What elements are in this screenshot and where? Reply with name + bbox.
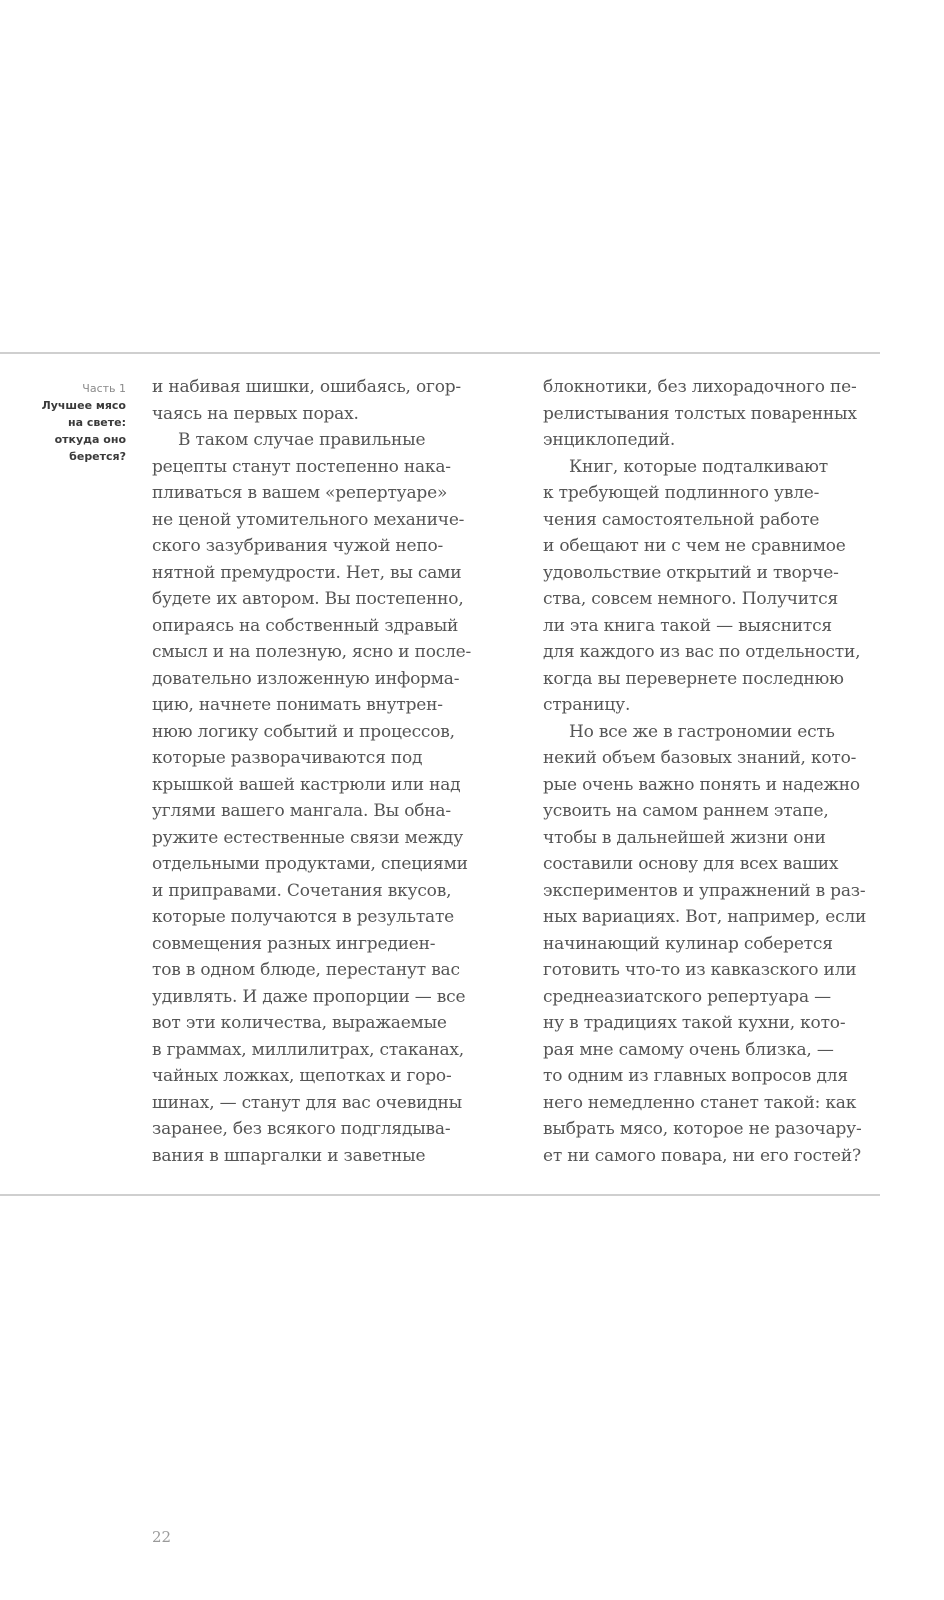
- text-line: рые очень важно понять и надежно: [543, 774, 860, 795]
- text-line: не ценой утомительного механиче-: [152, 509, 465, 530]
- text-line: смысл и на полезную, ясно и после-: [152, 642, 472, 662]
- text-line: чения самостоятельной работе: [543, 509, 820, 530]
- text-line: ружите естественные связи между: [152, 827, 463, 848]
- text-line: которые разворачиваются под: [152, 748, 423, 768]
- chapter-sidebar: [20, 380, 126, 465]
- text-line: начинающий кулинар соберется: [543, 933, 833, 954]
- text-line: ского зазубривания чужой непо-: [152, 536, 444, 556]
- text-line: ства, совсем немного. Получится: [543, 589, 838, 609]
- text-line: то одним из главных вопросов для: [543, 1066, 848, 1086]
- text-line: В таком случае правильные: [178, 430, 426, 450]
- page-number: 22: [152, 1528, 172, 1546]
- left-text-column: [152, 374, 492, 1169]
- text-line: довательно изложенную информа-: [152, 668, 460, 689]
- text-line: шинах, — станут для вас очевидны: [152, 1092, 462, 1113]
- text-line: блокнотики, без лихорадочного пе-: [543, 377, 857, 397]
- text-line: тов в одном блюде, перестанут вас: [152, 960, 460, 980]
- text-line: углями вашего мангала. Вы обна-: [152, 801, 451, 821]
- text-line: отдельными продуктами, специями: [152, 854, 468, 874]
- text-line: ли эта книга такой — выяснится: [543, 615, 832, 636]
- text-line: для каждого из вас по отдельности,: [543, 642, 861, 662]
- chapter-title-line: откуда оно: [54, 433, 126, 446]
- text-line: опираясь на собственный здравый: [152, 615, 459, 636]
- text-line: Но все же в гастрономии есть: [569, 721, 835, 742]
- text-line: и обещают ни с чем не сравнимое: [543, 536, 846, 556]
- text-line: в граммах, миллилитрах, стаканах,: [152, 1039, 464, 1060]
- text-line: вот эти количества, выражаемые: [152, 1013, 447, 1033]
- text-line: ну в традициях такой кухни, кото-: [543, 1013, 846, 1033]
- text-line: ных вариациях. Вот, например, если: [543, 907, 867, 927]
- text-line: Книг, которые подталкивают: [569, 456, 828, 477]
- text-line: нятной премудрости. Нет, вы сами: [152, 562, 462, 583]
- text-line: составили основу для всех ваших: [543, 854, 839, 874]
- right-text-column: [543, 374, 883, 1169]
- text-line: среднеазиатского репертуара —: [543, 986, 831, 1007]
- chapter-title-line: берется?: [69, 450, 126, 463]
- top-rule: [0, 352, 880, 354]
- text-line: экспериментов и упражнений в раз-: [543, 880, 866, 901]
- text-line: рецепты станут постепенно нака-: [152, 456, 451, 477]
- text-line: заранее, без всякого подглядыва-: [152, 1119, 451, 1139]
- text-line: которые получаются в результате: [152, 907, 455, 927]
- text-line: готовить что-то из кавказского или: [543, 960, 857, 980]
- text-line: цию, начнете понимать внутрен-: [152, 695, 443, 715]
- text-line: и приправами. Сочетания вкусов,: [152, 880, 452, 901]
- text-line: вания в шпаргалки и заветные: [152, 1145, 426, 1166]
- text-line: чайных ложках, щепотках и горо-: [152, 1066, 452, 1086]
- text-line: нюю логику событий и процессов,: [152, 721, 455, 742]
- text-line: пливаться в вашем «репертуаре»: [152, 483, 448, 503]
- text-line: и набивая шишки, ошибаясь, огор-: [152, 377, 461, 397]
- text-line: рая мне самому очень близка, —: [543, 1039, 834, 1060]
- text-line: чаясь на первых порах.: [152, 403, 359, 424]
- text-line: будете их автором. Вы постепенно,: [152, 589, 464, 609]
- text-line: к требующей подлинного увле-: [543, 483, 820, 503]
- text-line: чтобы в дальнейшей жизни они: [543, 827, 826, 848]
- text-line: крышкой вашей кастрюли или над: [152, 774, 461, 795]
- text-line: энциклопедий.: [543, 430, 676, 450]
- text-line: страницу.: [543, 695, 631, 715]
- text-line: удивлять. И даже пропорции — все: [152, 986, 466, 1007]
- text-line: него немедленно станет такой: как: [543, 1092, 857, 1113]
- text-line: выбрать мясо, которое не разочару-: [543, 1119, 862, 1139]
- text-line: релистывания толстых поваренных: [543, 403, 857, 424]
- chapter-title-line: Лучшее мясо: [41, 399, 126, 412]
- text-line: некий объем базовых знаний, кото-: [543, 748, 857, 768]
- text-line: усвоить на самом раннем этапе,: [543, 801, 829, 821]
- bottom-rule: [0, 1194, 880, 1196]
- text-line: когда вы перевернете последнюю: [543, 668, 844, 689]
- text-line: ет ни самого повара, ни его гостей?: [543, 1145, 861, 1166]
- text-line: удовольствие открытий и творче-: [543, 562, 839, 583]
- chapter-title-line: на свете:: [67, 416, 126, 429]
- part-label: Часть 1: [82, 382, 126, 395]
- text-line: совмещения разных ингредиен-: [152, 933, 436, 954]
